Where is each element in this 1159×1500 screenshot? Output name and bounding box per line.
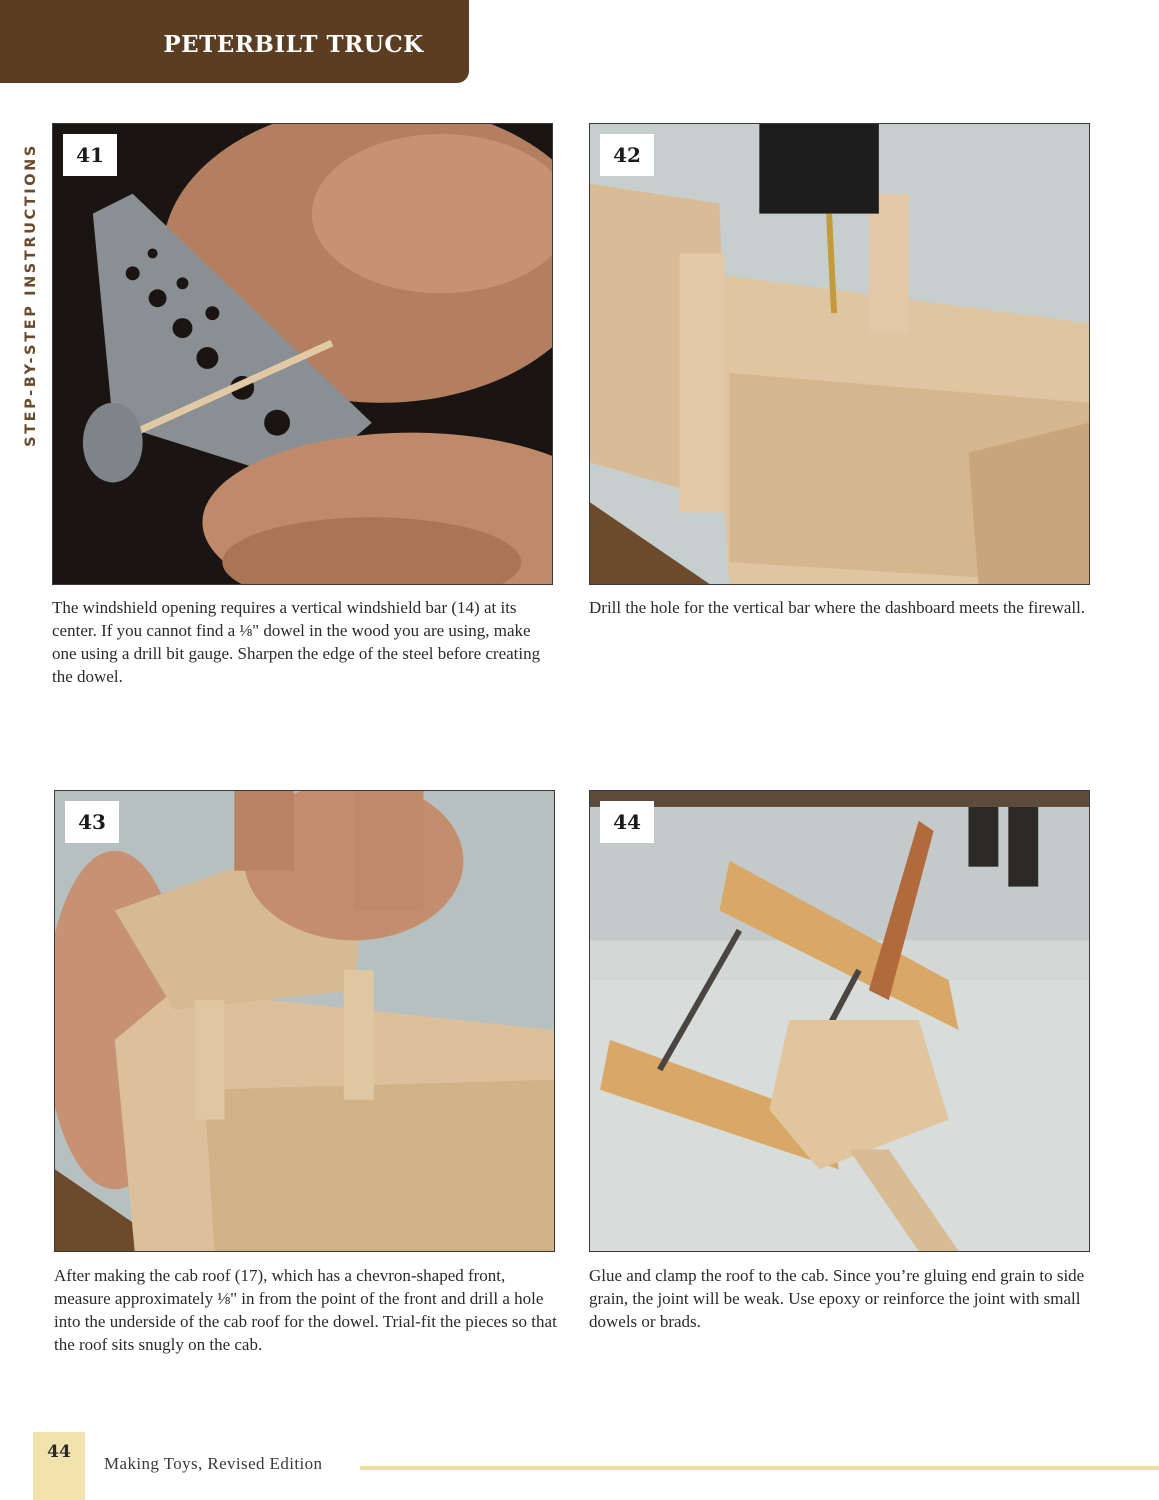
- step-43-caption: After making the cab roof (17), which has a chevron-shaped front, measure approximately ⅛" in from the point of the front and drill a hole into the underside of the cab roof for the dowel. Trial-fit the pieces so that the roof sits snugly on the cab.: [54, 1266, 557, 1354]
- step-44-caption: Glue and clamp the roof to the cab. Since you’re gluing end grain to side grain, the joint will be weak. Use epoxy or reinforce the joint with small dowels or brads.: [589, 1266, 1085, 1331]
- section-side-label: [19, 120, 43, 470]
- page-number-text: 44: [47, 1442, 71, 1462]
- section-label-text: STEP-BY-STEP INSTRUCTIONS: [23, 143, 40, 447]
- step-number-badge: 41: [63, 134, 117, 176]
- step-number-badge: 43: [65, 801, 119, 843]
- chapter-header: [0, 0, 469, 83]
- drilling-cab-photo: [590, 124, 1089, 584]
- step-42-photo: [589, 123, 1090, 585]
- step-41-photo: [52, 123, 553, 585]
- roof-trial-fit-photo: [55, 791, 554, 1251]
- step-43-photo: [54, 790, 555, 1252]
- drill-bit-gauge-photo: [53, 124, 552, 584]
- step-44-photo: [589, 790, 1090, 1252]
- step-number-badge: 44: [600, 801, 654, 843]
- clamping-roof-photo: [590, 791, 1089, 1251]
- step-42-caption: Drill the hole for the vertical bar where the dashboard meets the firewall.: [589, 598, 1086, 617]
- page-number: [33, 1432, 85, 1500]
- step-number-badge: 42: [600, 134, 654, 176]
- chapter-title: PETERBILT TRUCK: [163, 31, 424, 58]
- footer-rule: [360, 1466, 1159, 1470]
- step-41-caption: The windshield opening requires a vertical windshield bar (14) at its center. If you cannot find a ⅛" dowel in the wood you are using, make one using a drill bit gauge. Sharpen the edge of the steel before creating the dowel.: [52, 598, 541, 686]
- book-title: Making Toys, Revised Edition: [104, 1454, 323, 1473]
